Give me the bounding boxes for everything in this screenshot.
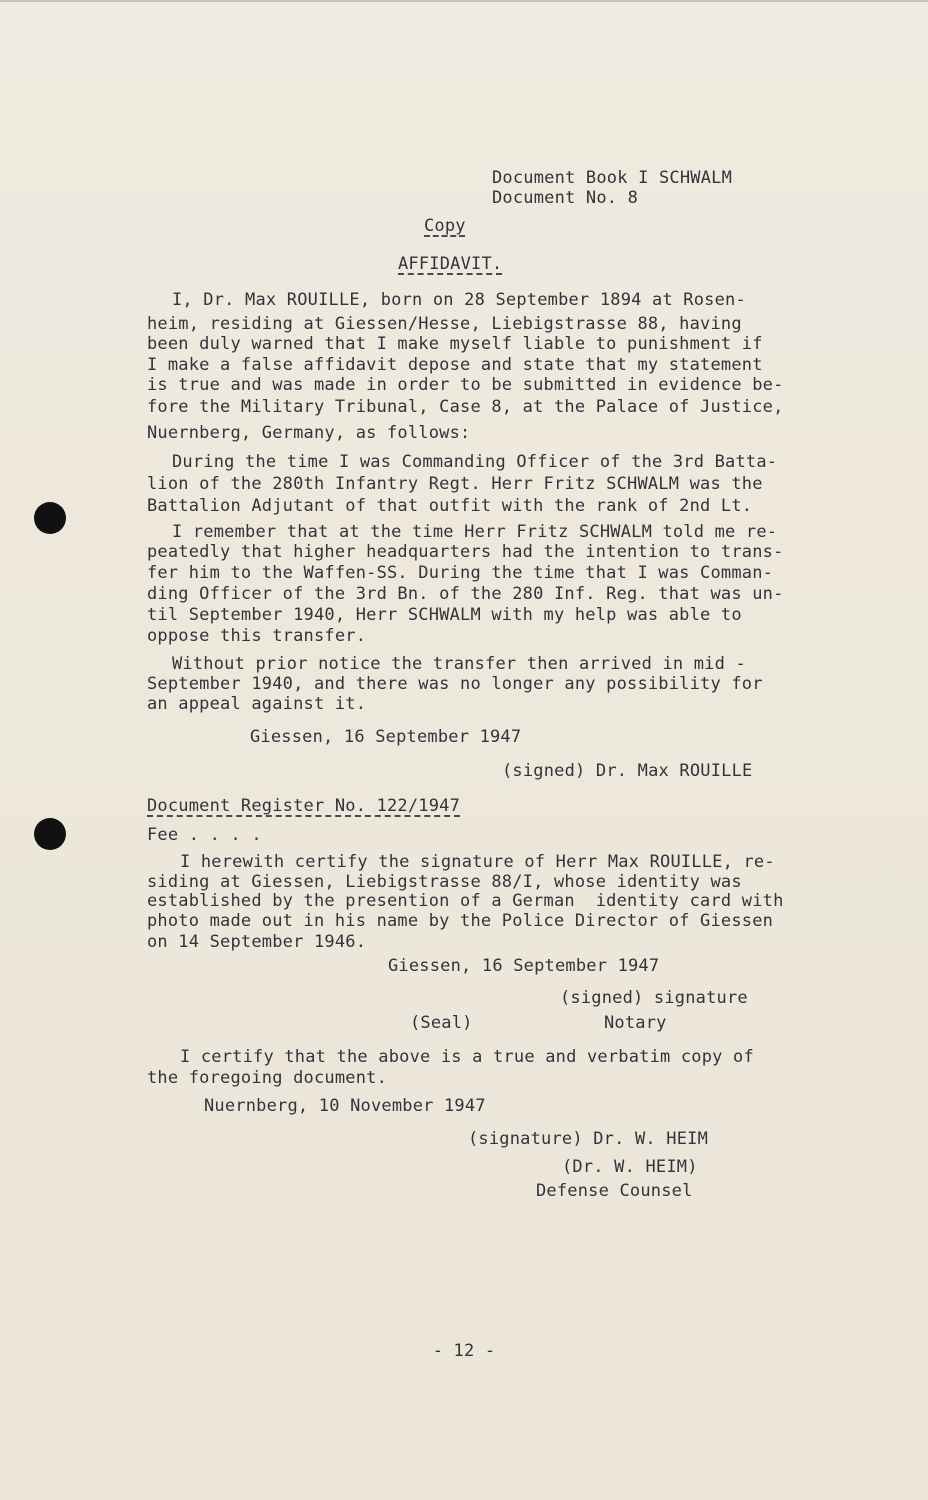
para1-line: I make a false affidavit depose and state that my statement [147,355,763,375]
punch-hole-bottom [34,818,66,850]
counsel-name: (Dr. W. HEIM) [562,1157,698,1177]
para1-line: I, Dr. Max ROUILLE, born on 28 September 1894 at Rosen- [172,290,746,310]
counsel-signature: (signature) Dr. W. HEIM [468,1129,709,1149]
para3-line: ding Officer of the 3rd Bn. of the 280 Inf. Reg. that was un- [147,584,784,604]
place-date-notary: Giessen, 16 September 1947 [388,956,660,976]
para2-line: Battalion Adjutant of that outfit with the rank of 2nd Lt. [147,496,753,516]
para3-line: til September 1940, Herr SCHWALM with my help was able to [147,605,742,625]
copy-label: Copy [424,216,466,236]
para1-line: heim, residing at Giessen/Hesse, Liebigstrasse 88, having [147,314,742,334]
para3-line: oppose this transfer. [147,626,367,646]
para2-line: lion of the 280th Infantry Regt. Herr Fritz SCHWALM was the [147,474,763,494]
copy-certification-line: I certify that the above is a true and verbatim copy of [180,1047,754,1067]
document-number: Document No. 8 [492,188,639,208]
certify-line: established by the presention of a German identity card with [147,891,784,911]
para3-line: I remember that at the time Herr Fritz SCHWALM told me re- [172,522,778,542]
copy-certification-line: the foregoing document. [147,1068,388,1088]
counsel-role: Defense Counsel [536,1181,693,1201]
para1-line: Nuernberg, Germany, as follows: [147,423,471,443]
notary-signature: (signed) signature [560,988,748,1008]
certify-line: siding at Giessen, Liebigstrasse 88/I, whose identity was [147,872,742,892]
para3-line: peatedly that higher headquarters had the intention to trans- [147,542,784,562]
para1-line: fore the Military Tribunal, Case 8, at the Palace of Justice, [147,397,784,417]
affidavit-title: AFFIDAVIT. [398,254,503,274]
document-book-heading: Document Book I SCHWALM [492,168,733,188]
page-top-edge [0,0,928,2]
certify-line: photo made out in his name by the Police Director of Giessen [147,911,774,931]
fee-line: Fee . . . . [147,825,262,845]
para4-line: an appeal against it. [147,694,367,714]
punch-hole-top [34,502,66,534]
para4-line: Without prior notice the transfer then arrived in mid - [172,654,746,674]
notary-label: Notary [604,1013,667,1033]
document-register-number: Document Register No. 122/1947 [147,796,461,816]
para4-line: September 1940, and there was no longer any possibility for [147,674,763,694]
page-number: - 12 - [432,1341,496,1361]
certify-line: on 14 September 1946. [147,932,367,952]
para2-line: During the time I was Commanding Officer of the 3rd Batta- [172,452,778,472]
certify-line: I herewith certify the signature of Herr Max ROUILLE, re- [180,852,775,872]
seal-label: (Seal) [410,1013,473,1033]
affiant-signature: (signed) Dr. Max ROUILLE [502,761,753,781]
para1-line: is true and was made in order to be submitted in evidence be- [147,375,784,395]
place-date-affidavit: Giessen, 16 September 1947 [250,727,522,747]
para3-line: fer him to the Waffen-SS. During the time that I was Comman- [147,563,774,583]
place-date-copy: Nuernberg, 10 November 1947 [204,1096,486,1116]
para1-line: been duly warned that I make myself liable to punishment if [147,334,763,354]
